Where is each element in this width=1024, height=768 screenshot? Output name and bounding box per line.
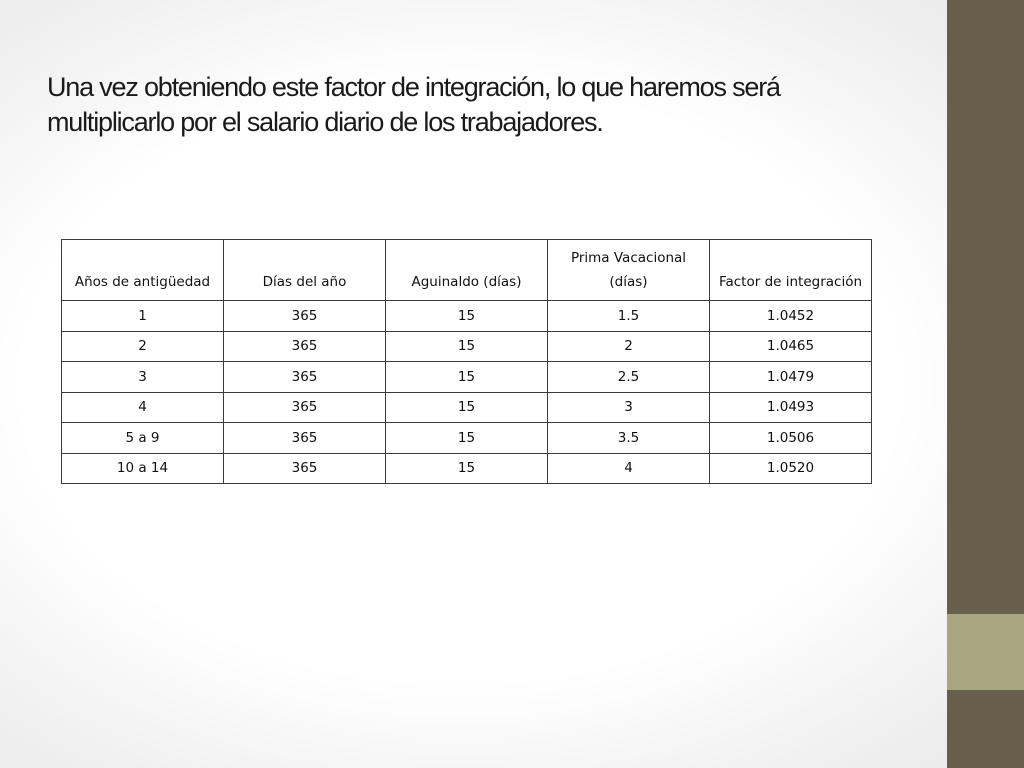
cell-factor: 1.0452 [710, 301, 872, 332]
table-row [62, 362, 872, 393]
cell-prima-vacacional: 1.5 [548, 301, 710, 332]
cell-antiguedad: 5 a 9 [62, 423, 224, 454]
table-row [62, 392, 872, 423]
cell-factor: 1.0479 [710, 362, 872, 393]
column-header-prima-vacacional: Prima Vacacional (días) [548, 240, 710, 301]
cell-dias-del-ano: 365 [224, 331, 386, 362]
cell-factor: 1.0493 [710, 392, 872, 423]
cell-prima-vacacional: 2 [548, 331, 710, 362]
cell-prima-vacacional: 4 [548, 453, 710, 484]
table-header-row [62, 240, 872, 301]
column-header-dias-del-ano: Días del año [224, 240, 386, 301]
cell-antiguedad: 4 [62, 392, 224, 423]
table-row [62, 331, 872, 362]
table-row [62, 423, 872, 454]
column-header-antiguedad: Años de antigüedad [62, 240, 224, 301]
table-row [62, 453, 872, 484]
cell-prima-vacacional: 2.5 [548, 362, 710, 393]
slide-title: Una vez obteniendo este factor de integración, lo que haremos será multiplicarlo por el salario diario de los trabajadores. [47, 72, 780, 137]
cell-antiguedad: 3 [62, 362, 224, 393]
cell-aguinaldo: 15 [386, 453, 548, 484]
cell-aguinaldo: 15 [386, 423, 548, 454]
cell-dias-del-ano: 365 [224, 362, 386, 393]
column-header-aguinaldo: Aguinaldo (días) [386, 240, 548, 301]
table-row [62, 301, 872, 332]
cell-factor: 1.0506 [710, 423, 872, 454]
cell-aguinaldo: 15 [386, 301, 548, 332]
integration-factor-table [61, 239, 872, 484]
cell-dias-del-ano: 365 [224, 392, 386, 423]
cell-prima-vacacional: 3.5 [548, 423, 710, 454]
decorative-sidebar-accent [947, 614, 1024, 690]
cell-aguinaldo: 15 [386, 362, 548, 393]
cell-dias-del-ano: 365 [224, 423, 386, 454]
cell-antiguedad: 1 [62, 301, 224, 332]
cell-antiguedad: 10 a 14 [62, 453, 224, 484]
cell-dias-del-ano: 365 [224, 453, 386, 484]
cell-prima-vacacional: 3 [548, 392, 710, 423]
cell-factor: 1.0520 [710, 453, 872, 484]
cell-dias-del-ano: 365 [224, 301, 386, 332]
column-header-factor: Factor de integración [710, 240, 872, 301]
cell-aguinaldo: 15 [386, 331, 548, 362]
cell-antiguedad: 2 [62, 331, 224, 362]
cell-aguinaldo: 15 [386, 392, 548, 423]
cell-factor: 1.0465 [710, 331, 872, 362]
